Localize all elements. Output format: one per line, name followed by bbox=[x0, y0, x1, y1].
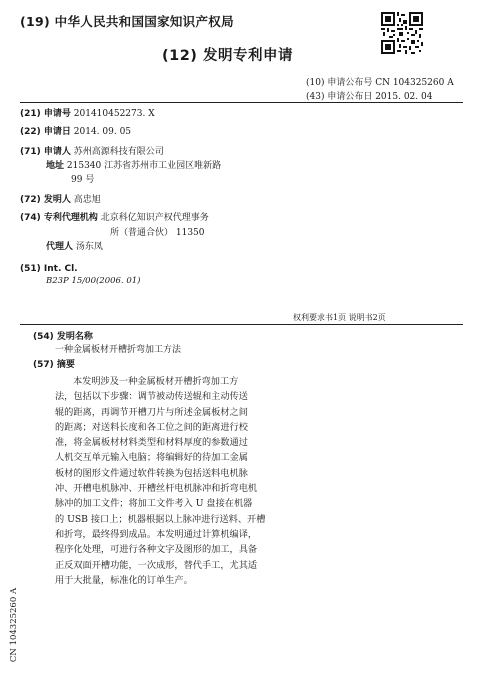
header-divider bbox=[20, 102, 463, 103]
abstract-line: 人机交互单元输入电脑；将编辑好的待加工金属 bbox=[55, 452, 248, 464]
page-count: 权利要求书1页 说明书2页 bbox=[293, 313, 386, 322]
address-line-2: 99 号 bbox=[71, 175, 95, 185]
abstract-text bbox=[55, 374, 266, 588]
abstract-line: 的距离；对送料长度和各工位之间的距离进行校 bbox=[55, 421, 248, 433]
agent-label: 代理人 bbox=[46, 242, 74, 252]
agent bbox=[46, 241, 103, 253]
invention-title-label: (54) 发明名称 bbox=[33, 332, 93, 342]
patent-agency-label: (74) 专利代理机构 bbox=[20, 213, 98, 223]
int-cl-value: B23P 15/00(2006. 01) bbox=[46, 276, 141, 286]
abstract-label: (57) 摘要 bbox=[33, 360, 75, 370]
publication-number: (10) 申请公布号 CN 104325260 A bbox=[306, 78, 454, 88]
filing-date-label: (22) 申请日 bbox=[20, 127, 71, 137]
abstract-line: 法，包括以下步骤：调节被动传送辊和主动传送 bbox=[55, 391, 248, 403]
publication-date: (43) 申请公布日 2015. 02. 04 bbox=[306, 92, 433, 102]
abstract-line: 正反双面开槽功能，一次成形，替代手工，尤其适 bbox=[55, 559, 258, 571]
invention-title: 一种金属板材开槽折弯加工方法 bbox=[55, 345, 182, 355]
abstract-line: 脉冲的加工文件；将加工文件考入 U 盘接在机器 bbox=[55, 498, 253, 510]
document-kind: (12) 发明专利申请 bbox=[162, 48, 293, 64]
patent-agency bbox=[20, 212, 209, 224]
qr-code-icon bbox=[381, 12, 423, 54]
abstract-line: 用于大批量，标准化的订单生产。 bbox=[55, 574, 193, 586]
side-publication-code-text: CN 104325260 A bbox=[9, 587, 19, 663]
applicant-value: 苏州高源科技有限公司 bbox=[73, 147, 164, 157]
application-number bbox=[20, 108, 155, 120]
filing-date bbox=[20, 126, 131, 138]
inventor-value: 高忠旭 bbox=[73, 195, 101, 205]
int-cl-label: (51) Int. Cl. bbox=[20, 264, 78, 274]
abstract-line: 程序化处理，可进行各种文字及图形的加工，具备 bbox=[55, 544, 258, 556]
int-cl bbox=[20, 263, 78, 275]
abstract-line: 的 USB 接口上；机器根据以上脉冲进行送料、开槽 bbox=[55, 513, 266, 525]
application-number-value: 201410452273. X bbox=[73, 109, 155, 119]
filing-date-value: 2014. 09. 05 bbox=[73, 127, 132, 137]
inventor bbox=[20, 194, 101, 206]
abstract-line: 本发明涉及一种金属板材开槽折弯加工方 bbox=[73, 376, 239, 387]
patent-agency-line-2: 所（普通合伙） 11350 bbox=[110, 228, 205, 238]
address-value: 215340 江苏省苏州市工业园区唯新路 bbox=[66, 161, 222, 171]
section-divider bbox=[20, 324, 463, 325]
application-number-label: (21) 申请号 bbox=[20, 109, 71, 119]
side-publication-code bbox=[6, 585, 22, 665]
abstract-line: 准，将金属板材材料类型和材料厚度的参数通过 bbox=[55, 437, 248, 449]
patent-agency-value: 北京科亿知识产权代理事务 bbox=[100, 213, 209, 223]
abstract-line: 辊的距离，再调节开槽刀片与所述金属板材之间 bbox=[55, 406, 248, 418]
inventor-label: (72) 发明人 bbox=[20, 195, 71, 205]
agent-value: 汤东凤 bbox=[75, 242, 103, 252]
applicant bbox=[20, 146, 164, 158]
address-label: 地址 bbox=[46, 161, 65, 171]
abstract-line: 板材的图形文件通过软件转换为包括送料电机脉 bbox=[55, 467, 248, 479]
address bbox=[46, 160, 221, 172]
applicant-label: (71) 申请人 bbox=[20, 147, 71, 157]
abstract-line: 冲、开槽电机脉冲、开槽丝杆电机脉冲和折弯电机 bbox=[55, 483, 258, 495]
abstract-line: 和折弯，最终得到成品。本发明通过计算机编译， bbox=[55, 528, 258, 540]
office-name: (19) 中华人民共和国国家知识产权局 bbox=[20, 14, 234, 29]
